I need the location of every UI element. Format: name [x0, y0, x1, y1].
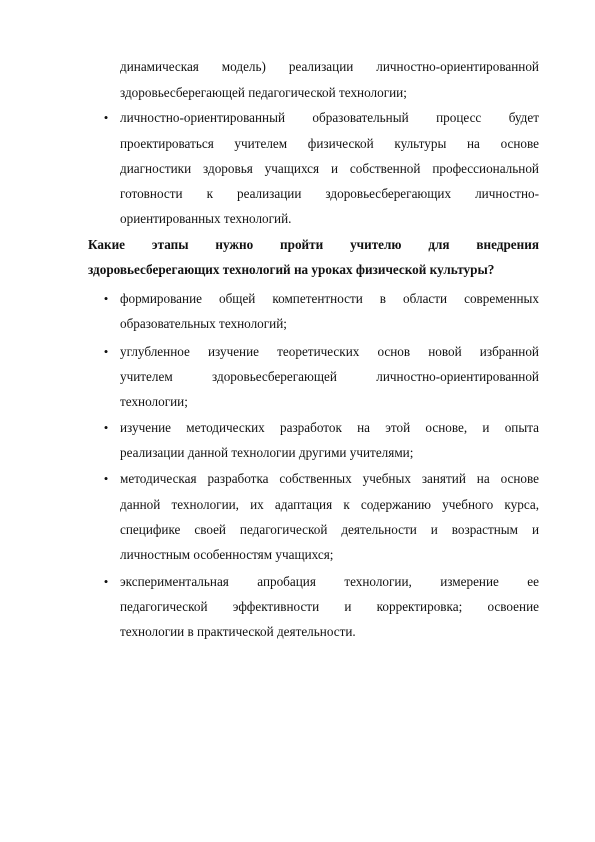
list-item-line: учителем здоровьесберегающей личностно-ориентированной	[120, 369, 539, 384]
list-item-line: методическая разработка собственных учебных занятий на основе	[120, 471, 539, 486]
list-item-line: личностно-ориентированный образовательный процесс будет	[120, 110, 539, 125]
question-heading-line: Какие этапы нужно пройти учителю для внедрения	[88, 237, 539, 252]
list-item-line: экспериментальная апробация технологии, измерение ее	[120, 574, 539, 589]
list-item-line: формирование общей компетентности в области современных	[120, 291, 539, 306]
list-item-line: готовности к реализации здоровьесберегающих личностно-	[120, 186, 539, 201]
list-item-line: изучение методических разработок на этой основе, и опыта	[120, 420, 539, 435]
list-item-line: ориентированных технологий.	[120, 211, 292, 226]
bullet-icon: •	[103, 420, 109, 435]
list-item-line: образовательных технологий;	[120, 316, 287, 331]
bullet-icon: •	[103, 110, 109, 125]
bullet-icon: •	[103, 344, 109, 359]
text-line: динамическая модель) реализации личностно-ориентированной	[120, 59, 539, 74]
list-item-line: личностным особенностям учащихся;	[120, 547, 334, 562]
question-heading-line: здоровьесберегающих технологий на уроках физической культуры?	[88, 262, 495, 277]
list-item-line: педагогической эффективности и корректировка; освоение	[120, 599, 539, 614]
text-line: здоровьесберегающей педагогической технологии;	[120, 85, 407, 100]
list-item-line: углубленное изучение теоретических основ новой избранной	[120, 344, 539, 359]
list-item-line: проектироваться учителем физической культуры на основе	[120, 136, 539, 151]
list-item-line: специфике своей педагогической деятельности и возрастным и	[120, 522, 539, 537]
list-item-line: данной технологии, их адаптация к содержанию учебного курса,	[120, 497, 539, 512]
list-item-line: технологии;	[120, 394, 188, 409]
list-item-line: диагностики здоровья учащихся и собственной профессиональной	[120, 161, 539, 176]
list-item-line: технологии в практической деятельности.	[120, 624, 356, 639]
list-item-line: реализации данной технологии другими учителями;	[120, 445, 414, 460]
bullet-icon: •	[103, 471, 109, 486]
bullet-icon: •	[103, 574, 109, 589]
bullet-icon: •	[103, 291, 109, 306]
